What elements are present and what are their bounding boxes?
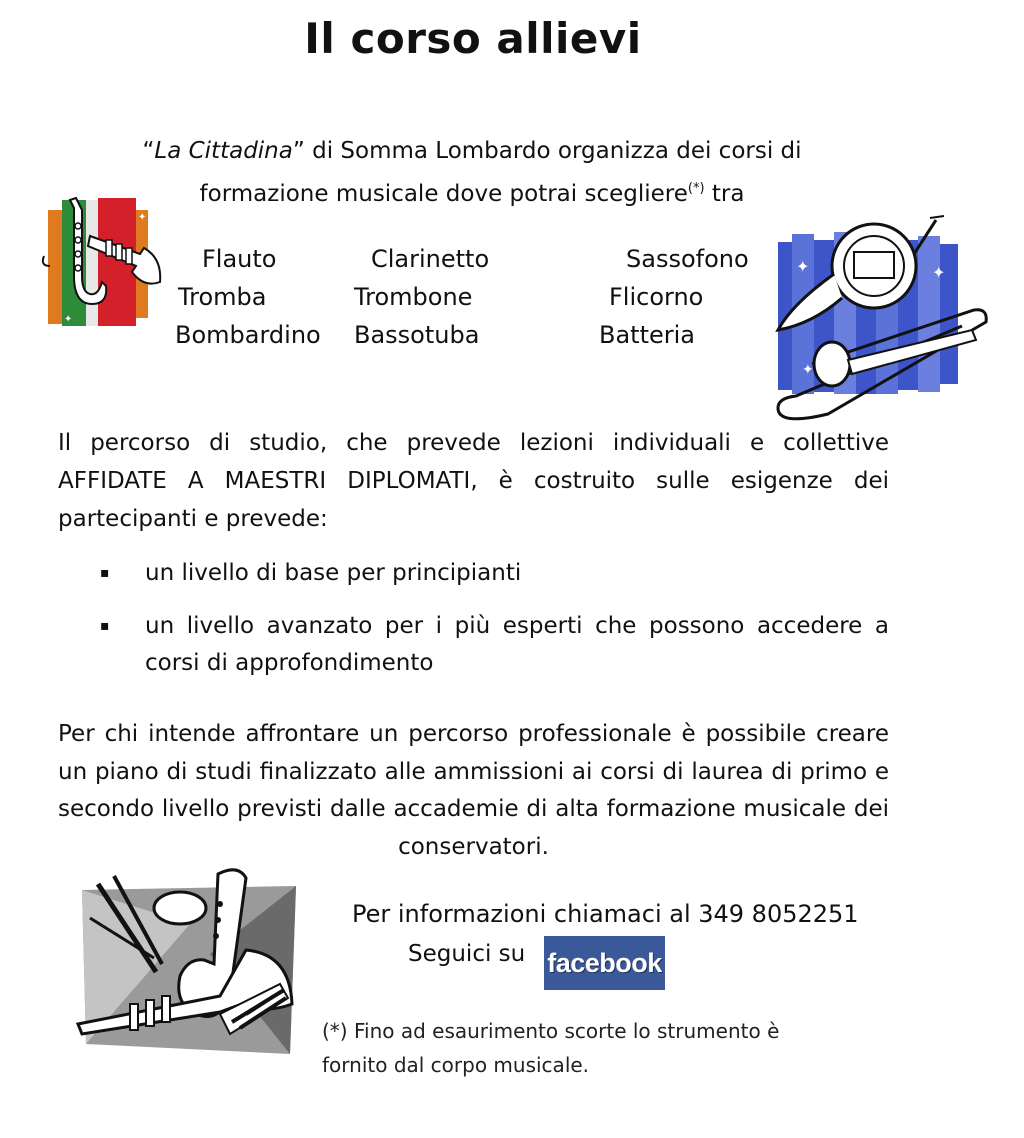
footnote-mark: (*) xyxy=(687,181,705,196)
instrument-trombone: Trombone xyxy=(354,283,473,311)
svg-text:✦: ✦ xyxy=(802,362,814,378)
svg-text:✦: ✦ xyxy=(138,212,147,223)
french-horn-trombone-clipart xyxy=(772,214,994,426)
page-title: Il corso allievi xyxy=(304,14,642,63)
instrument-sassofono: Sassofono xyxy=(626,245,749,273)
intro-line2-end: tra xyxy=(704,181,745,207)
contact-info: Per informazioni chiamaci al 349 8052251 xyxy=(352,900,859,928)
professional-paragraph: Per chi intende affrontare un percorso professionale è possibile creare un piano di studi finalizzato alle ammissioni ai corsi di laurea di primo e secondo livello previsti dalle accademie di alta formazione musicale dei conservatori. xyxy=(58,721,889,860)
org-name: La Cittadina xyxy=(154,138,293,164)
footnote: (*) Fino ad esaurimento scorte lo strumento è fornito dal corpo musicale. xyxy=(322,1019,780,1077)
instrument-flicorno: Flicorno xyxy=(609,283,704,311)
intro-text xyxy=(100,133,844,213)
saxophone-trumpet-clipart xyxy=(40,196,168,328)
instrument-tromba: Tromba xyxy=(178,283,267,311)
study-paragraph: Il percorso di studio, che prevede lezioni individuali e collettive AFFIDATE A MAESTRI DIPLOMATI, è costruito sulle esigenze dei partecipanti e prevede: xyxy=(58,430,889,532)
bullet-icon: ▪ xyxy=(100,618,110,634)
instrument-batteria: Batteria xyxy=(599,321,695,349)
instrument-flauto: Flauto xyxy=(202,245,277,273)
instrument-clarinetto: Clarinetto xyxy=(371,245,490,273)
intro-line1: di Somma Lombardo organizza dei corsi di xyxy=(304,138,802,164)
instrument-bassotuba: Bassotuba xyxy=(354,321,480,349)
svg-text:✦: ✦ xyxy=(932,263,946,282)
follow-text: Seguici su xyxy=(408,941,526,967)
level-item xyxy=(100,608,889,682)
level-text: un livello di base per principianti xyxy=(145,560,522,586)
svg-text:✦: ✦ xyxy=(64,314,73,325)
intro-line2: formazione musicale dove potrai scegliere xyxy=(199,181,688,207)
quote-close: ” xyxy=(292,138,305,164)
instrument-bombardino: Bombardino xyxy=(175,321,321,349)
svg-text:✦: ✦ xyxy=(796,257,810,276)
facebook-label: facebook xyxy=(547,947,662,978)
level-item xyxy=(100,555,889,592)
jazz-instruments-clipart xyxy=(70,864,302,1062)
quote-open: “ xyxy=(142,138,155,164)
facebook-logo-link[interactable] xyxy=(544,936,665,990)
level-text: un livello avanzato per i più esperti che possono accedere a corsi di approfondimento xyxy=(145,613,889,676)
bullet-icon: ▪ xyxy=(100,565,110,581)
